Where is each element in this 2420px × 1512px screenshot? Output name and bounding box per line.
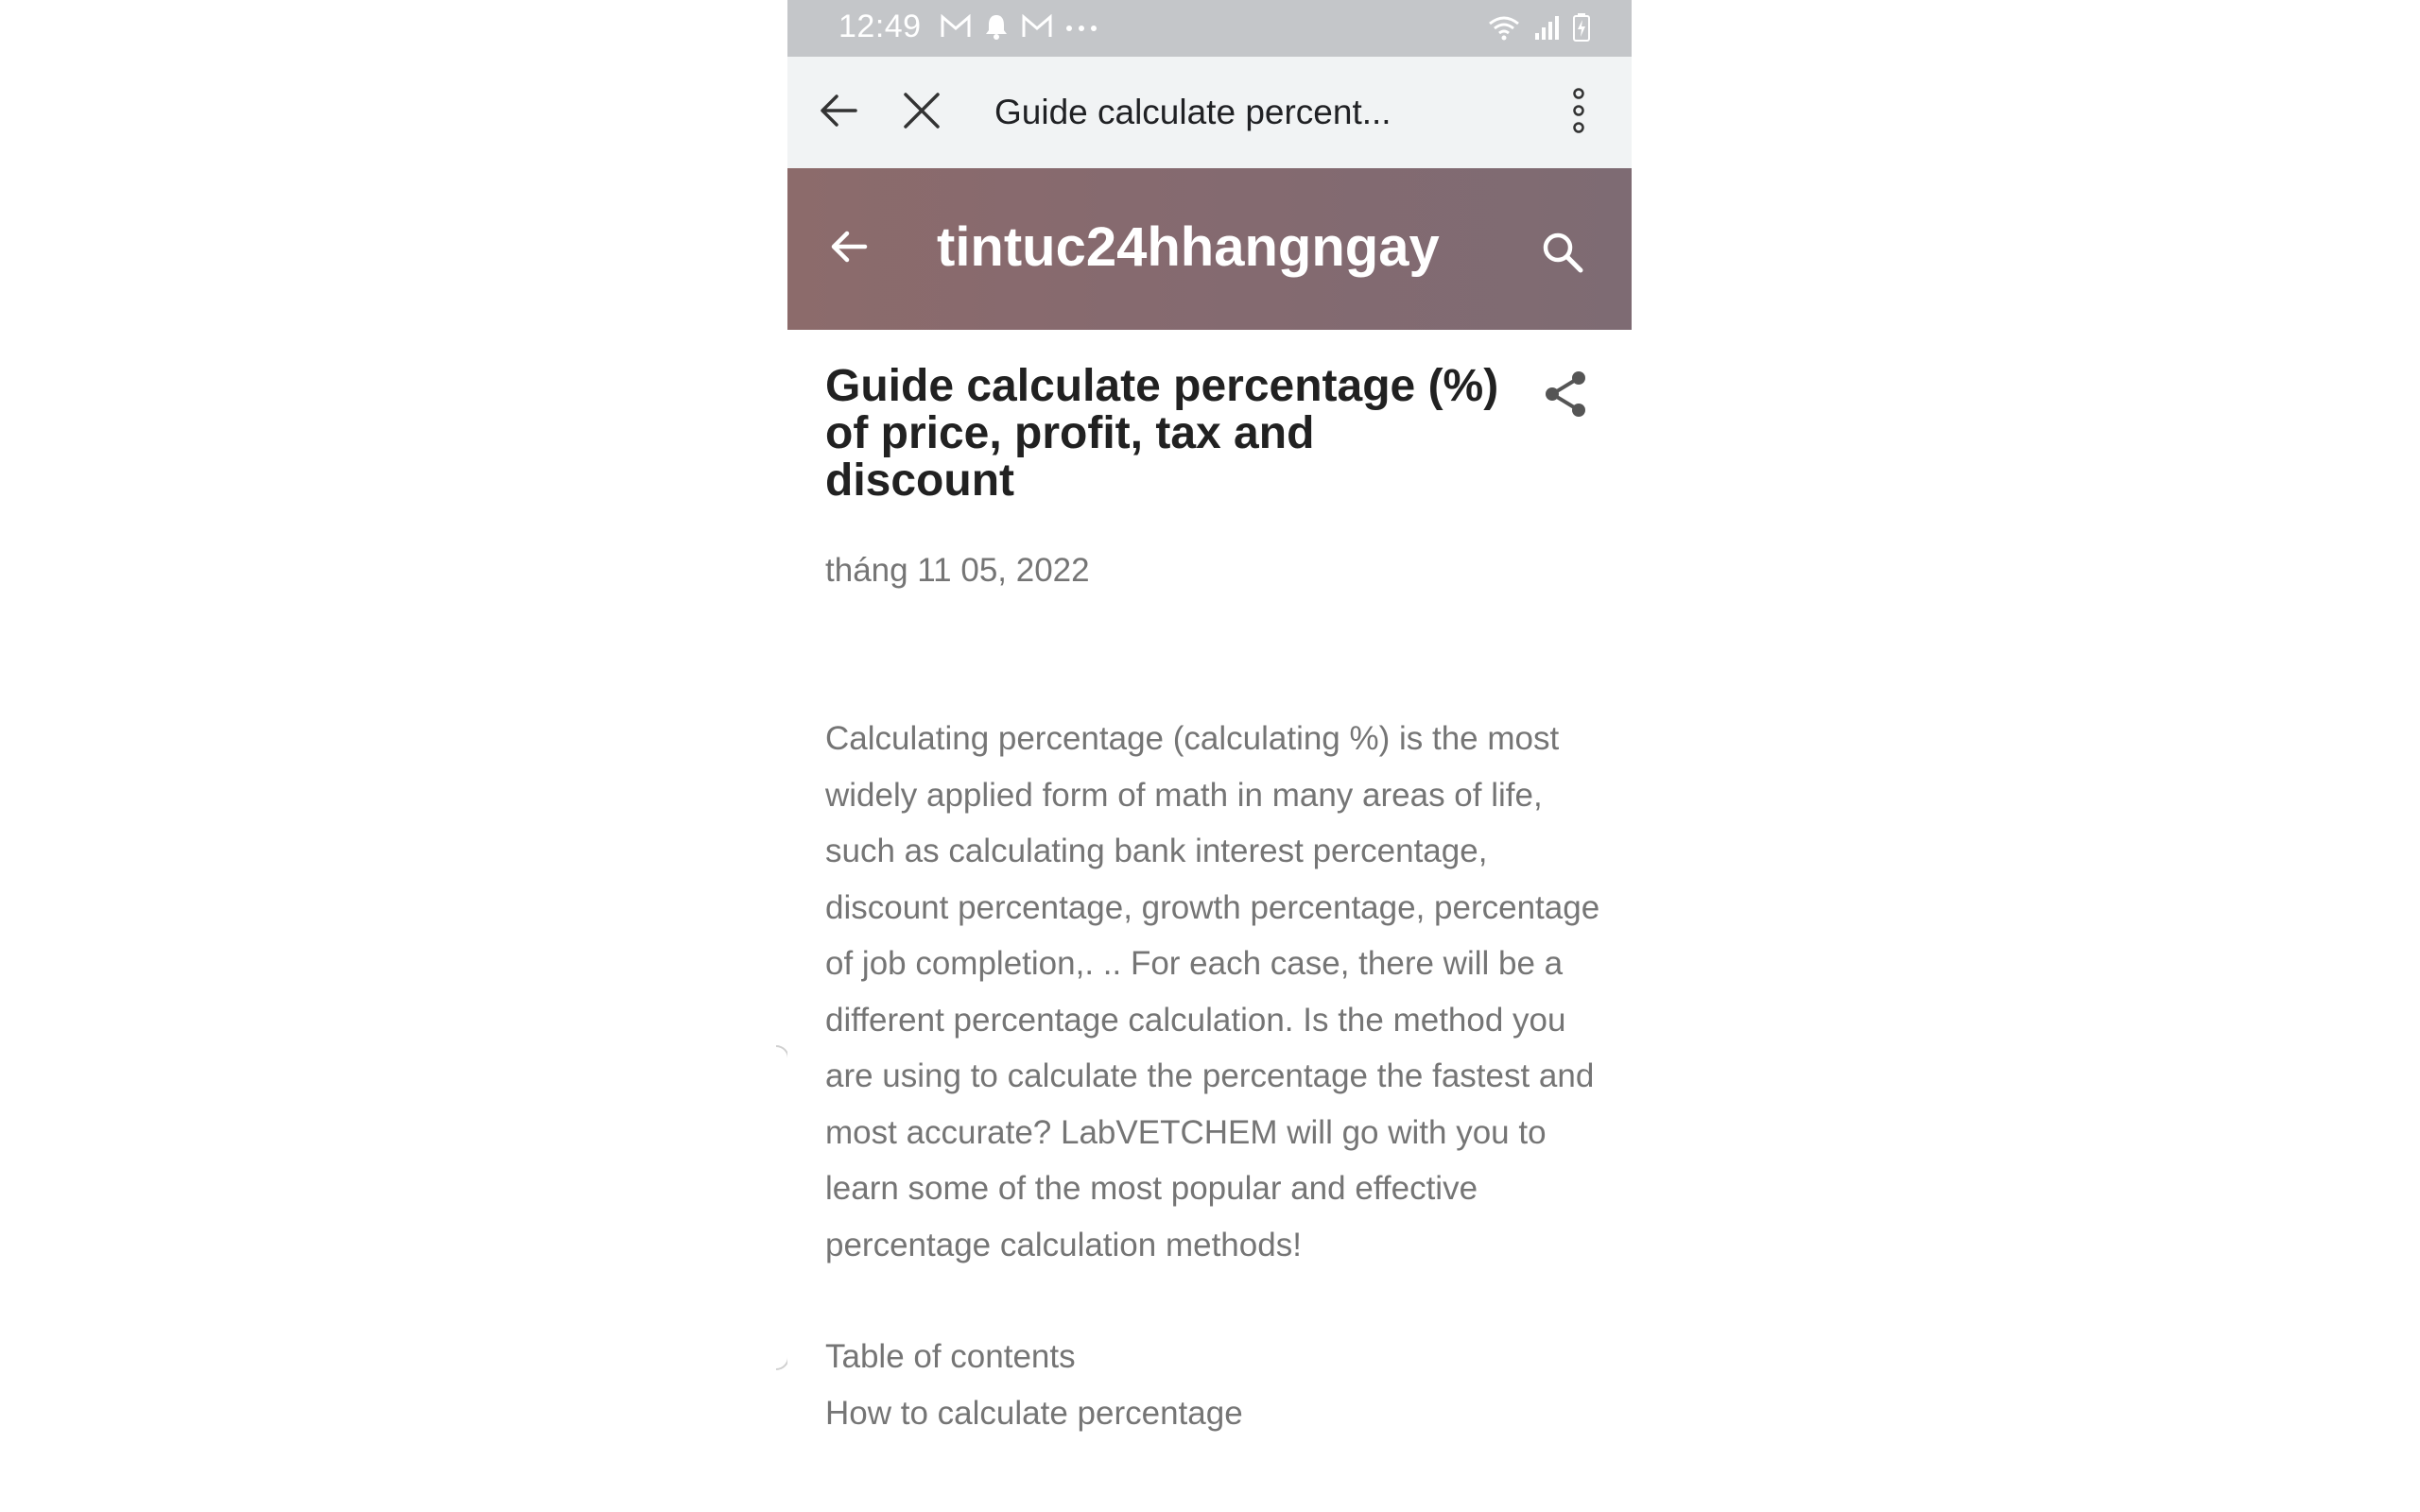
more-vert-icon [1572, 87, 1585, 139]
post-body: Calculating percentage (calculating %) is the most widely applied form of math in many areas of life, such as calculating bank interest percentage, discount percentage, growth percentage, percentage of job completion,. .. For each case, there will be a different percentage calculation. Is the method you are using to calculate the percentage the fastest and most accurate? LabVETCHEM will go with you to learn some of the most popular and effective percentage calculation methods! [825, 720, 1600, 1263]
post-date: tháng 11 05, 2022 [825, 552, 1090, 589]
browser-page-title: Guide calculate percent... [994, 93, 1392, 131]
status-time: 12:49 [838, 9, 922, 44]
blog-back-button[interactable] [816, 215, 882, 282]
share-button[interactable] [1532, 363, 1599, 429]
back-arrow-icon [827, 225, 871, 273]
browser-back-button[interactable] [806, 80, 871, 145]
notification-icons [941, 13, 1098, 44]
post-title: Guide calculate percentage (%) of price, profit, tax and discount [825, 361, 1499, 506]
system-icons [1488, 13, 1590, 46]
gmail-icon [941, 14, 971, 43]
more-dots-icon [1065, 21, 1098, 38]
battery-icon [1573, 13, 1590, 46]
blog-header [787, 168, 1632, 330]
blog-name[interactable]: tintuc24hhangngay [937, 216, 1440, 278]
toc-item[interactable]: How to calculate percentage [825, 1395, 1243, 1432]
bell-icon [984, 13, 1009, 44]
browser-toolbar [787, 57, 1632, 168]
status-bar [787, 0, 1632, 57]
browser-menu-button[interactable] [1547, 80, 1611, 145]
close-icon [900, 89, 943, 137]
browser-close-button[interactable] [890, 80, 954, 145]
share-icon [1543, 369, 1588, 423]
toc-heading[interactable]: Table of contents [825, 1338, 1076, 1375]
search-icon [1540, 230, 1585, 280]
wifi-icon [1488, 14, 1520, 45]
signal-icon [1533, 14, 1560, 45]
back-arrow-icon [816, 88, 861, 138]
blog-search-button[interactable] [1530, 221, 1596, 287]
phone-screen [787, 0, 1632, 1512]
gmail-icon [1022, 14, 1052, 43]
